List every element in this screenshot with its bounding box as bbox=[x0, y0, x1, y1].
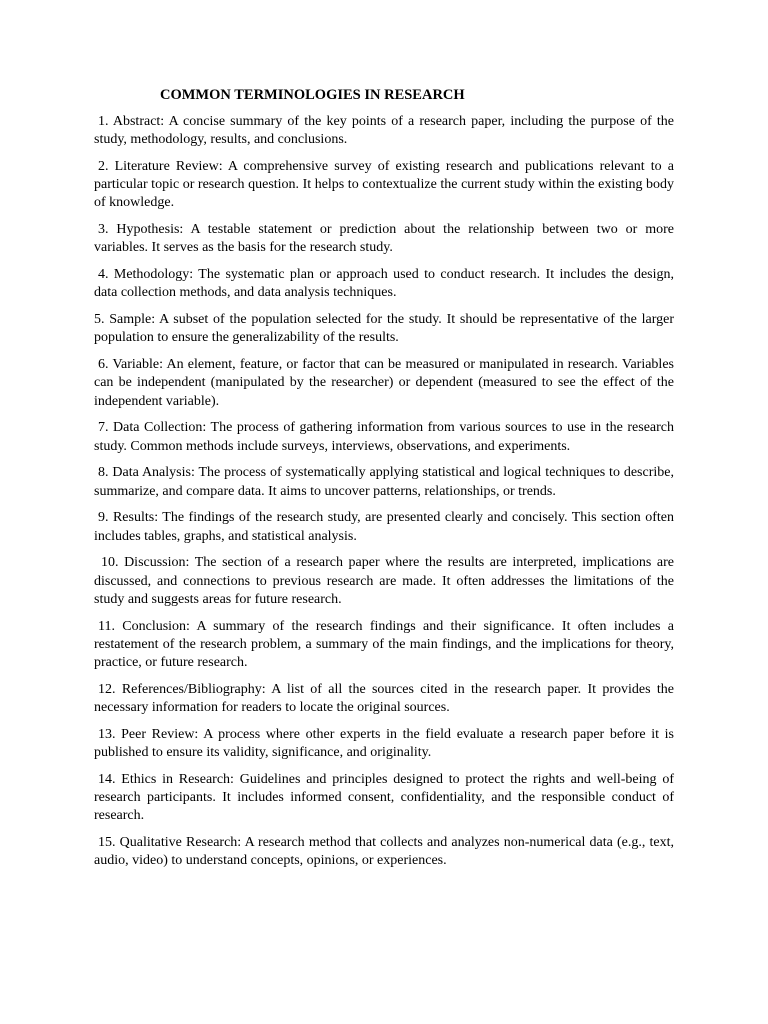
term-data-collection: 7. Data Collection: The process of gathering information from various sources to use in the research study. Common methods include surveys, interviews, observations, and experiments. bbox=[94, 420, 674, 454]
term-conclusion: 11. Conclusion: A summary of the research findings and their significance. It often includes a restatement of the research problem, a summary of the main findings, and the implications for theory, practice, or future research. bbox=[94, 618, 674, 671]
term-sample: 5. Sample: A subset of the population selected for the study. It should be representative of the larger population to ensure the generalizability of the results. bbox=[94, 312, 674, 346]
term-references: 12. References/Bibliography: A list of all the sources cited in the research paper. It provides the necessary information for readers to locate the original sources. bbox=[94, 681, 674, 716]
term-ethics: 14. Ethics in Research: Guidelines and principles designed to protect the rights and well-being of research participants. It includes informed consent, confidentiality, and the responsible conduct of research. bbox=[94, 771, 674, 824]
term-variable: 6. Variable: An element, feature, or factor that can be measured or manipulated in research. Variables can be independent (manipulated by the researcher) or dependent (measured to see the effect of the independent variable). bbox=[94, 357, 674, 409]
term-abstract: 1. Abstract: A concise summary of the key points of a research paper, including the purpose of the study, methodology, results, and conclusions. bbox=[94, 114, 674, 148]
term-methodology: 4. Methodology: The systematic plan or approach used to conduct research. It includes the design, data collection methods, and data analysis techniques. bbox=[94, 267, 674, 301]
term-qualitative-research: 15. Qualitative Research: A research method that collects and analyzes non-numerical data (e.g., text, audio, video) to understand concepts, opinions, or experiences. bbox=[94, 835, 674, 869]
term-discussion: 10. Discussion: The section of a research paper where the results are interpreted, implications are discussed, and connections to previous research are made. It often addresses the limitations of the study and suggests areas for future research. bbox=[94, 555, 674, 607]
term-data-analysis: 8. Data Analysis: The process of systematically applying statistical and logical techniques to describe, summarize, and compare data. It aims to uncover patterns, relationships, or trends. bbox=[94, 465, 674, 499]
term-literature-review: 2. Literature Review: A comprehensive survey of existing research and publications relevant to a particular topic or research question. It helps to contextualize the current study within the existing body of knowledge. bbox=[94, 159, 674, 211]
term-results: 9. Results: The findings of the research study, are presented clearly and concisely. This section often includes tables, graphs, and statistical analysis. bbox=[94, 510, 674, 544]
term-peer-review: 13. Peer Review: A process where other experts in the field evaluate a research paper before it is published to ensure its validity, significance, and originality. bbox=[94, 726, 674, 761]
document-title: COMMON TERMINOLOGIES IN RESEARCH bbox=[160, 87, 465, 103]
document-page bbox=[94, 86, 674, 879]
term-hypothesis: 3. Hypothesis: A testable statement or prediction about the relationship between two or more variables. It serves as the basis for the research study. bbox=[94, 222, 674, 256]
